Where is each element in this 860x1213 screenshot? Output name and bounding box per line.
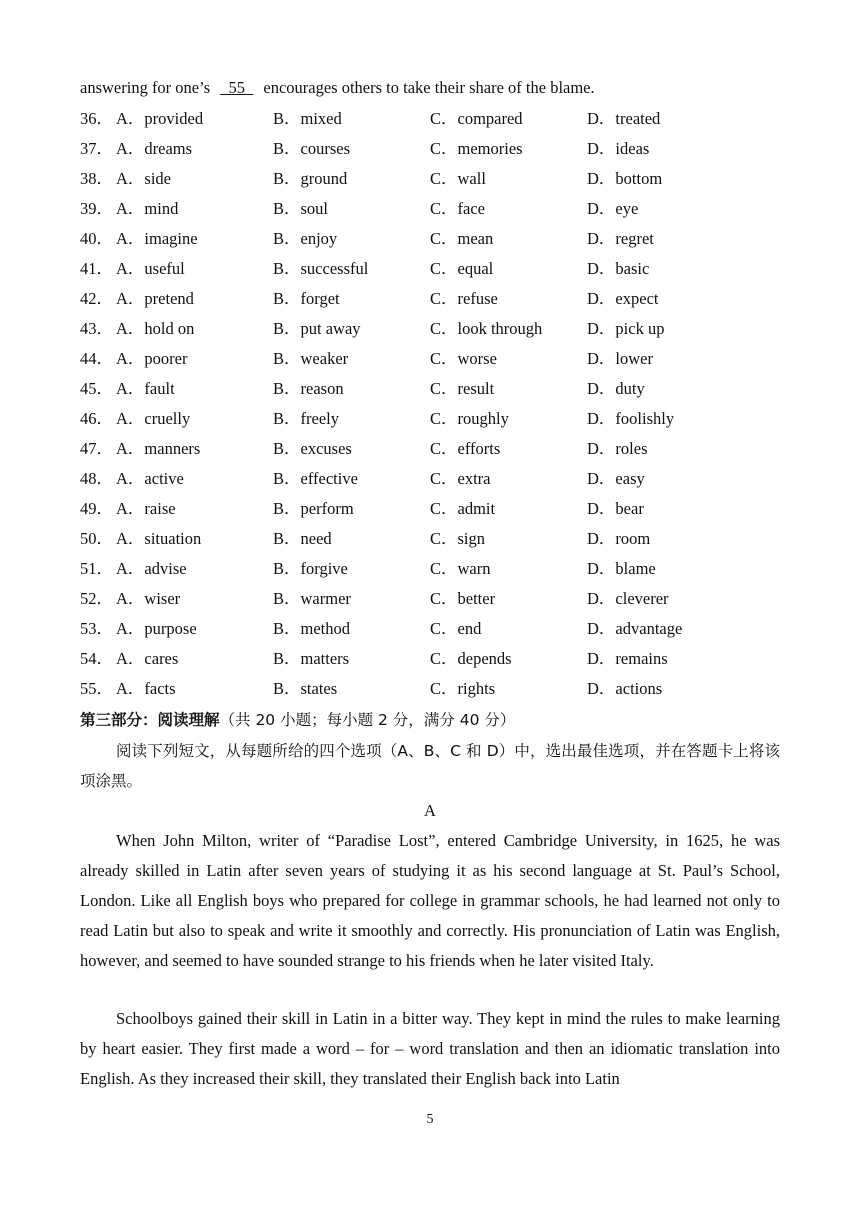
question-row: [80, 678, 780, 708]
option-a: A．cruelly: [116, 409, 191, 428]
option-d: D．lower: [587, 349, 653, 368]
cloze-blank-55: 55: [220, 78, 254, 97]
section-title: [80, 708, 515, 730]
option-c: C．sign: [430, 529, 486, 548]
option-c: C．refuse: [430, 289, 498, 308]
option-b: B．freely: [273, 409, 339, 428]
option-c: C．worse: [430, 349, 497, 368]
option-c: C．efforts: [430, 439, 501, 458]
option-c: C．wall: [430, 169, 486, 188]
option-b: B．reason: [273, 379, 344, 398]
passage-paragraph-1: When John Milton, writer of “Paradise Lost”, entered Cambridge University, in 1625, he was already skilled in Latin after seven years of studying it as his second language at St. Paul’s School, London. Like all English boys who prepared for college in grammar schools, he had learned not only to read Latin but also to speak and write it smoothly and correctly. His pronunciation of Latin was English, however, and seemed to have sounded strange to his friends when he later visited Italy.: [80, 831, 780, 970]
option-d: D．pick up: [587, 319, 665, 338]
option-d: D．roles: [587, 439, 648, 458]
section-instructions: 阅读下列短文，从每题所给的四个选项（A、B、C 和 D）中，选出最佳选项，并在答题卡上将该项涂黑。: [80, 742, 780, 790]
question-number: 36．: [80, 109, 113, 128]
question-row: [80, 378, 780, 408]
option-a: A．raise: [116, 499, 176, 518]
question-row: [80, 288, 780, 318]
question-row: [80, 468, 780, 498]
cloze-text-after: encourages others to take their share of the blame.: [263, 78, 595, 97]
question-number: 52．: [80, 589, 113, 608]
option-c: C．mean: [430, 229, 494, 248]
question-row: [80, 618, 780, 648]
question-number: 38．: [80, 169, 113, 188]
option-a: A．active: [116, 469, 184, 488]
option-b: B．enjoy: [273, 229, 338, 248]
option-d: D．easy: [587, 469, 645, 488]
question-number: 41．: [80, 259, 113, 278]
passage-label: A: [424, 801, 436, 820]
question-row: [80, 168, 780, 198]
cloze-text-before: answering for one’s: [80, 78, 211, 97]
question-row: [80, 108, 780, 138]
question-row: [80, 318, 780, 348]
option-c: C．compared: [430, 109, 523, 128]
question-row: [80, 498, 780, 528]
option-a: A．cares: [116, 649, 179, 668]
option-d: D．cleverer: [587, 589, 669, 608]
option-b: B．excuses: [273, 439, 352, 458]
option-b: B．method: [273, 619, 350, 638]
question-row: [80, 528, 780, 558]
option-c: C．result: [430, 379, 495, 398]
option-b: B．warmer: [273, 589, 351, 608]
option-a: A．poorer: [116, 349, 188, 368]
option-a: A．pretend: [116, 289, 194, 308]
option-c: C．rights: [430, 679, 496, 698]
question-number: 55．: [80, 679, 113, 698]
question-number: 42．: [80, 289, 113, 308]
passage-paragraph-2: Schoolboys gained their skill in Latin in a bitter way. They kept in mind the rules to make learning by heart easier. They first made a word – for – word translation and then an idiomatic translation into English. As they increased their skill, they translated their English back into Latin: [80, 1009, 780, 1088]
option-a: A．hold on: [116, 319, 195, 338]
option-c: C．extra: [430, 469, 491, 488]
option-b: B．perform: [273, 499, 354, 518]
option-a: A．side: [116, 169, 171, 188]
option-a: A．manners: [116, 439, 201, 458]
question-number: 53．: [80, 619, 113, 638]
option-c: C．look through: [430, 319, 543, 338]
option-d: D．bottom: [587, 169, 663, 188]
option-b: B．soul: [273, 199, 329, 218]
question-row: [80, 438, 780, 468]
option-b: B．need: [273, 529, 332, 548]
option-b: B．effective: [273, 469, 358, 488]
option-d: D．advantage: [587, 619, 683, 638]
question-number: 44．: [80, 349, 113, 368]
option-c: C．roughly: [430, 409, 509, 428]
question-number: 37．: [80, 139, 113, 158]
section-title-scoring: （共 20 小题；每小题 2 分，满分 40 分）: [219, 711, 516, 729]
option-a: A．dreams: [116, 139, 193, 158]
option-b: B．ground: [273, 169, 348, 188]
question-row: [80, 648, 780, 678]
option-d: D．ideas: [587, 139, 650, 158]
question-number: 54．: [80, 649, 113, 668]
option-b: B．successful: [273, 259, 369, 278]
option-a: A．wiser: [116, 589, 181, 608]
option-c: C．memories: [430, 139, 523, 158]
cloze-options-list: [80, 108, 780, 708]
option-b: B．forgive: [273, 559, 348, 578]
option-b: B．put away: [273, 319, 361, 338]
option-d: D．regret: [587, 229, 654, 248]
option-a: A．purpose: [116, 619, 197, 638]
option-a: A．useful: [116, 259, 185, 278]
question-number: 39．: [80, 199, 113, 218]
option-d: D．actions: [587, 679, 663, 698]
question-row: [80, 258, 780, 288]
option-d: D．room: [587, 529, 651, 548]
option-c: C．warn: [430, 559, 491, 578]
question-row: [80, 198, 780, 228]
option-a: A．imagine: [116, 229, 198, 248]
section-title-main: 第三部分：阅读理解: [80, 711, 220, 729]
option-a: A．provided: [116, 109, 204, 128]
option-b: B．weaker: [273, 349, 349, 368]
question-row: [80, 228, 780, 258]
question-number: 49．: [80, 499, 113, 518]
question-number: 47．: [80, 439, 113, 458]
option-c: C．face: [430, 199, 485, 218]
option-b: B．states: [273, 679, 338, 698]
option-d: D．treated: [587, 109, 661, 128]
option-a: A．fault: [116, 379, 175, 398]
option-c: C．end: [430, 619, 482, 638]
option-d: D．eye: [587, 199, 639, 218]
question-number: 46．: [80, 409, 113, 428]
option-a: A．mind: [116, 199, 179, 218]
cloze-last-line: [80, 78, 780, 98]
option-c: C．depends: [430, 649, 512, 668]
option-d: D．duty: [587, 379, 645, 398]
question-number: 51．: [80, 559, 113, 578]
option-d: D．foolishly: [587, 409, 675, 428]
question-row: [80, 588, 780, 618]
option-a: A．situation: [116, 529, 202, 548]
option-d: D．expect: [587, 289, 659, 308]
option-a: A．advise: [116, 559, 187, 578]
option-d: D．remains: [587, 649, 668, 668]
option-c: C．admit: [430, 499, 496, 518]
option-c: C．better: [430, 589, 496, 608]
question-number: 50．: [80, 529, 113, 548]
option-b: B．courses: [273, 139, 350, 158]
option-b: B．forget: [273, 289, 340, 308]
option-b: B．mixed: [273, 109, 342, 128]
question-row: [80, 558, 780, 588]
question-number: 48．: [80, 469, 113, 488]
question-row: [80, 348, 780, 378]
option-d: D．bear: [587, 499, 644, 518]
option-b: B．matters: [273, 649, 350, 668]
question-number: 43．: [80, 319, 113, 338]
page-number: 5: [426, 1112, 434, 1127]
question-row: [80, 408, 780, 438]
option-d: D．basic: [587, 259, 650, 278]
option-a: A．facts: [116, 679, 176, 698]
option-d: D．blame: [587, 559, 656, 578]
question-number: 40．: [80, 229, 113, 248]
option-c: C．equal: [430, 259, 494, 278]
question-number: 45．: [80, 379, 113, 398]
question-row: [80, 138, 780, 168]
